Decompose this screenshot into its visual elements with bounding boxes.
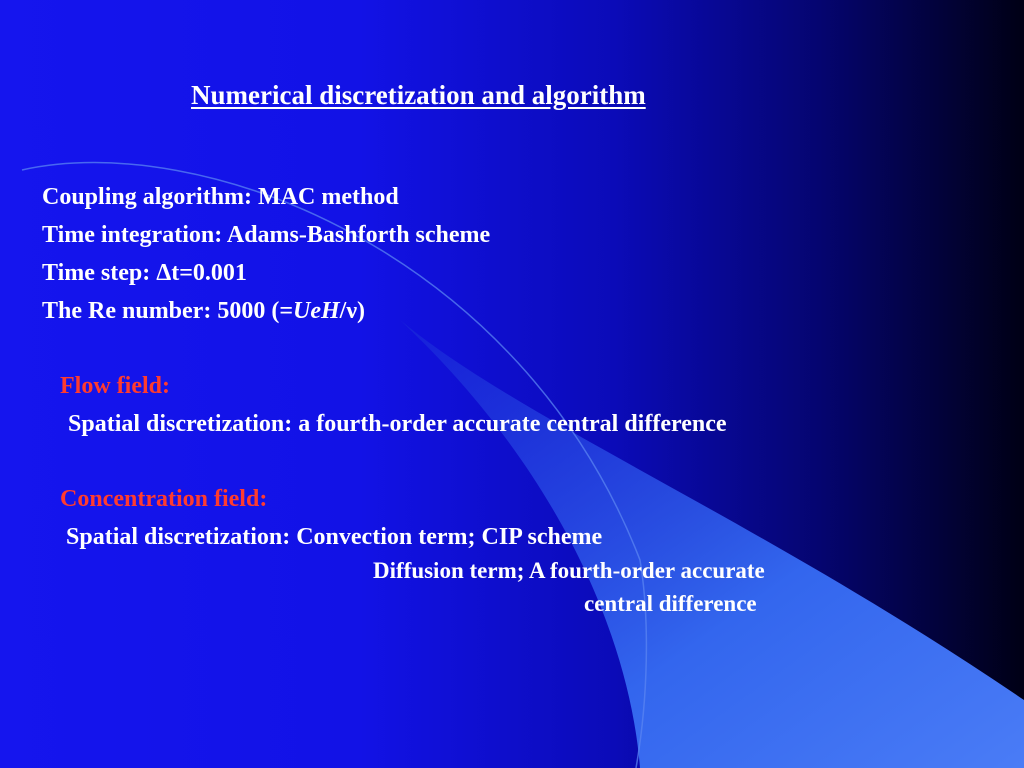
re-number-line <box>42 298 365 325</box>
re-number-prefix: The Re number: 5000 (= <box>42 298 293 324</box>
slide-title: Numerical discretization and algorithm <box>191 80 646 110</box>
concentration-line-2: Diffusion term; A fourth-order accurate <box>373 558 765 583</box>
re-number-italic: UeH <box>293 298 340 324</box>
time-integration-line: Time integration: Adams-Bashforth scheme <box>42 222 491 248</box>
flow-field-text: Spatial discretization: a fourth-order accurate central difference <box>68 411 727 437</box>
concentration-line-3: central difference <box>584 591 757 616</box>
flow-field-heading: Flow field: <box>60 373 170 399</box>
re-number-suffix: /ν) <box>339 298 366 324</box>
coupling-algorithm-line: Coupling algorithm: MAC method <box>42 184 399 210</box>
time-step-line: Time step: Δt=0.001 <box>42 260 247 286</box>
concentration-line-1: Spatial discretization: Convection term; CIP scheme <box>66 524 603 550</box>
concentration-field-heading: Concentration field: <box>60 486 268 512</box>
